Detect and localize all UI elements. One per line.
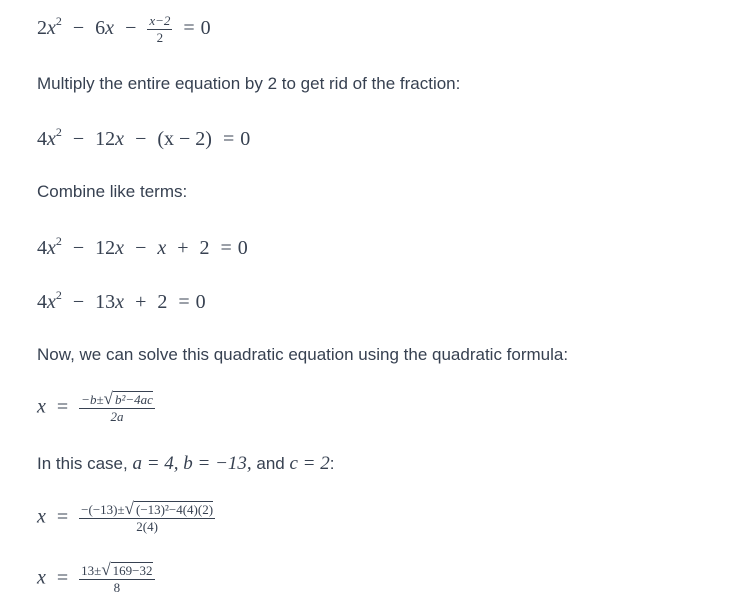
case-values-text: In this case, a = 4, b = −13, and c = 2:	[37, 453, 335, 474]
equation-combined: $4x^2 - 13x + 2 = 0$	[37, 288, 206, 313]
equation-multiplied: $4x^2 - 12x - (x - 2) = 0$	[37, 125, 251, 150]
equation-expanded: $4x^2 - 12x - x + 2 = 0$	[37, 234, 248, 259]
formula-fraction: $\frac{\text{−b±√ b²−4ac}}{2a}$	[81, 389, 153, 424]
substituted-formula: x = $\frac{\text{−(−13)±√ (−13)²−4(4)(2)}}{2(4)}$	[37, 499, 214, 534]
step-solve-text: Now, we can solve this quadratic equation using the quadratic formula:	[37, 345, 569, 364]
simplified-fraction: $\frac{13\pm√ 169-32}{8}$	[81, 560, 153, 595]
simplified-formula: x = $\frac{13\pm√ 169-32}{8}$	[37, 560, 153, 595]
substituted-fraction: $\frac{\text{−(−13)±√ (−13)²−4(4)(2)}}{2(4)}$	[81, 499, 214, 534]
step-combine-text: Combine like terms:	[37, 182, 188, 201]
equation-original: $2x^2 - 6x$ − $\frac{x-2}{2}$ = 0	[37, 13, 211, 45]
quadratic-formula: x = $\frac{\text{−b±√ b²−4ac}}{2a}$	[37, 389, 153, 424]
step-multiply-text: Multiply the entire equation by 2 to get rid of the fraction:	[37, 74, 461, 93]
fraction: $\frac{x-2}{2}$	[149, 13, 171, 45]
